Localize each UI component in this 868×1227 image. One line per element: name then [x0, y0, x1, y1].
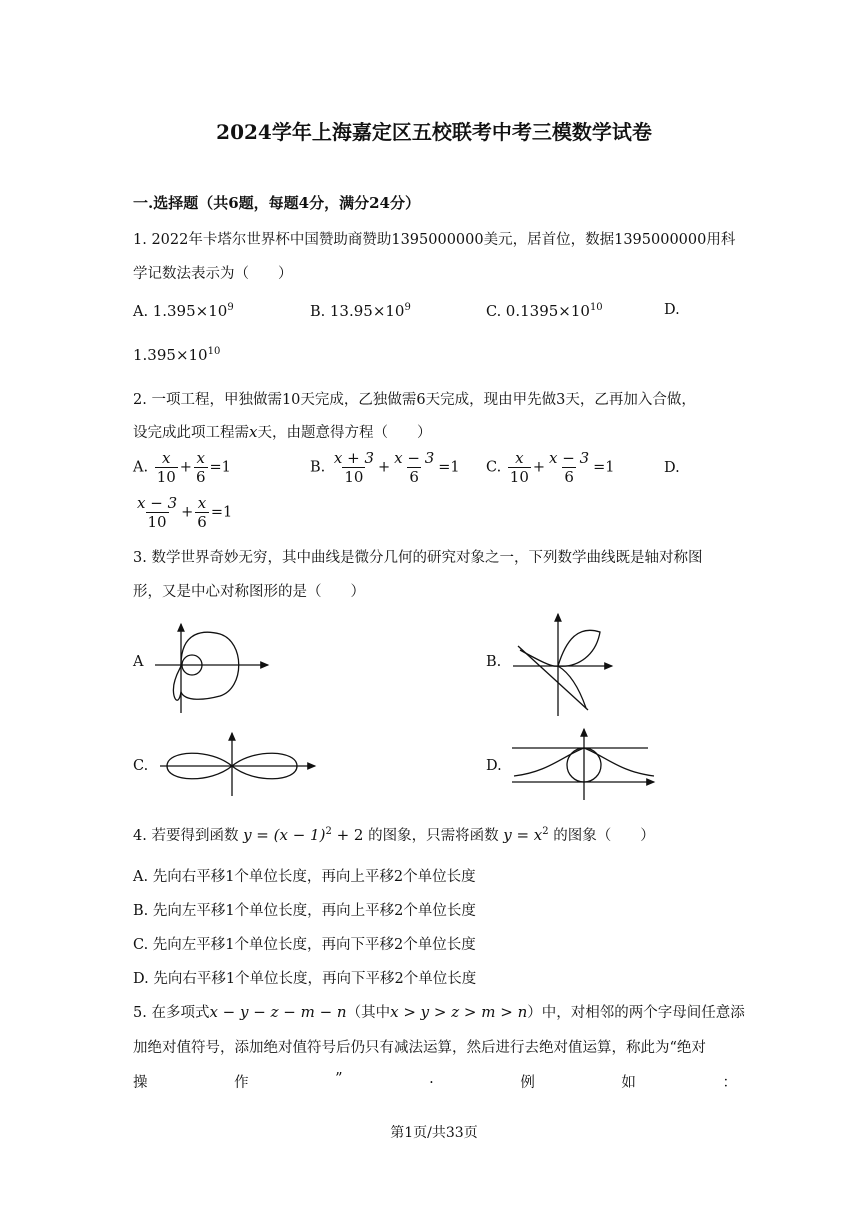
q2-line2-text-b: 天，由题意得方程（ ） — [257, 425, 432, 441]
q3-option-d-label: D. — [486, 758, 502, 774]
denominator: 6 — [409, 468, 419, 486]
q5-text-mid: （其中 — [346, 1005, 391, 1021]
q5-line3 — [133, 1071, 737, 1092]
q2-option-d-label: D. — [664, 460, 680, 476]
fraction — [332, 449, 376, 486]
q3-option-c-label: C. — [133, 758, 149, 774]
q2-line2 — [133, 421, 431, 442]
q2-line2-text-a: 设完成此项工程需 — [133, 425, 249, 441]
q1-option-d — [133, 346, 220, 364]
q5-line2: 加绝对值符号，添加绝对值符号后仍只有减法运算，然后进行去绝对值运算，称此为“绝对 — [133, 1040, 706, 1056]
q3-figure-b-folium — [508, 610, 618, 720]
q4-function-source: y = x — [503, 826, 543, 844]
q4-function-target-exp: 2 — [325, 826, 332, 838]
numerator: x — [162, 449, 171, 467]
q5-line3-char: 如 — [621, 1075, 636, 1091]
fraction — [392, 449, 436, 486]
numerator: x — [197, 494, 207, 512]
q4-text-post: 的图象（ ） — [553, 828, 655, 844]
q4-text-pre: 4. 若要得到函数 — [133, 828, 239, 844]
q1-option-c-exp: 10 — [589, 302, 603, 314]
q3-line2: 形，又是中心对称图形的是（ ） — [133, 584, 365, 600]
q1-option-a — [133, 302, 234, 320]
q1-option-c-value: 0.1395×10 — [505, 302, 590, 320]
q3-figure-a-cardioid — [145, 620, 275, 715]
fraction — [194, 449, 208, 486]
q1-option-d-label: D. — [664, 302, 680, 318]
q3-line1: 3. 数学世界奇妙无穷，其中曲线是微分几何的研究对象之一，下列数学曲线既是轴对称图 — [133, 550, 703, 566]
plus-sign: + — [179, 459, 192, 476]
q5-line3-char: ： — [722, 1075, 737, 1091]
denominator: 6 — [197, 513, 207, 531]
plus-sign: + — [181, 504, 194, 521]
numerator: x + 3 — [333, 449, 374, 467]
page-footer: 第1页/共33页 — [390, 1125, 478, 1141]
denominator: 10 — [147, 513, 167, 531]
q5-polynomial: x − y − z − m − n — [209, 1003, 347, 1021]
q1-option-a-label: A. — [133, 304, 149, 320]
numerator: x − 3 — [137, 494, 178, 512]
q1-option-a-exp: 9 — [227, 302, 234, 314]
q2-option-a-label: A. — [133, 459, 149, 476]
denominator: 6 — [564, 468, 574, 486]
q1-option-b-exp: 9 — [404, 302, 411, 314]
equals-one: =1 — [209, 459, 231, 476]
numerator: x — [515, 449, 524, 467]
q1-option-b-value: 13.95×10 — [329, 302, 405, 320]
q1-option-c — [486, 302, 603, 320]
fraction — [135, 494, 179, 531]
numerator: x − 3 — [549, 449, 590, 467]
numerator: x − 3 — [394, 449, 435, 467]
denominator: 6 — [195, 468, 206, 486]
q1-option-a-value: 1.395×10 — [152, 302, 228, 320]
q1-option-d-value: 1.395×10 — [133, 346, 208, 364]
q2-option-a — [133, 449, 231, 486]
q1-line2: 学记数法表示为（ ） — [133, 266, 293, 282]
q4-function-source-exp: 2 — [542, 826, 549, 838]
q2-option-b — [310, 449, 460, 486]
numerator: x — [196, 449, 205, 467]
page-title: 2024学年上海嘉定区五校联考中考三模数学试卷 — [216, 120, 652, 144]
fraction — [508, 449, 531, 486]
equals-one: =1 — [593, 459, 615, 476]
q2-option-d — [133, 494, 232, 531]
q5-line3-char: 例 — [520, 1075, 535, 1091]
q1-option-b — [310, 302, 411, 320]
denominator: 10 — [509, 468, 529, 486]
q5-line1 — [133, 1001, 745, 1022]
plus-sign: + — [532, 459, 546, 476]
q4-option-c: C. 先向左平移1个单位长度，再向下平移2个单位长度 — [133, 937, 476, 953]
fraction — [155, 449, 178, 486]
equals-one: =1 — [438, 459, 460, 476]
q5-text-post: ）中，对相邻的两个字母间任意添 — [527, 1005, 745, 1021]
equals-one: =1 — [210, 504, 233, 521]
q1-line1: 1. 2022年卡塔尔世界杯中国赞助商赞助1395000000美元，居首位，数据1395000000用科 — [133, 232, 736, 248]
q4-text-mid: 的图象，只需将函数 — [368, 828, 499, 844]
q1-option-d-exp: 10 — [207, 346, 221, 358]
q3-option-a-label: A — [133, 654, 144, 670]
q4-option-b: B. 先向左平移1个单位长度，再向上平移2个单位长度 — [133, 903, 476, 919]
q4-option-a: A. 先向右平移1个单位长度，再向上平移2个单位长度 — [133, 869, 476, 885]
q2-line1: 2. 一项工程，甲独做需10天完成，乙独做需6天完成，现由甲先做3天，乙再加入合做， — [133, 392, 696, 408]
q4-option-d: D. 先向右平移1个单位长度，再向下平移2个单位长度 — [133, 971, 477, 987]
denominator: 10 — [344, 468, 364, 486]
fraction — [195, 494, 209, 531]
fraction — [547, 449, 591, 486]
q2-variable-x: x — [249, 423, 258, 441]
q4-stem — [133, 824, 655, 845]
q3-figure-c-lemniscate — [155, 730, 320, 798]
denominator: 10 — [156, 468, 176, 486]
q5-line3-char: . — [429, 1071, 434, 1087]
q2-option-b-label: B. — [310, 459, 326, 476]
q5-text-pre: 5. 在多项式 — [133, 1005, 210, 1021]
q5-line3-char: ” — [335, 1071, 343, 1087]
plus-sign: + — [377, 459, 391, 476]
q5-line3-char: 作 — [234, 1075, 249, 1091]
q2-option-c-label: C. — [486, 459, 502, 476]
q3-option-b-label: B. — [486, 654, 502, 670]
q2-option-c — [486, 449, 615, 486]
q1-option-c-label: C. — [486, 304, 502, 320]
q3-figure-d-witch-curve — [508, 726, 660, 802]
section-heading: 一.选择题（共6题，每题4分，满分24分） — [133, 194, 420, 212]
q5-line3-char: 操 — [133, 1075, 148, 1091]
q4-function-target-tail: + 2 — [331, 826, 364, 844]
q4-function-target: y = (x − 1) — [243, 826, 326, 844]
q5-condition: x > y > z > m > n — [390, 1003, 528, 1021]
q1-option-b-label: B. — [310, 304, 326, 320]
